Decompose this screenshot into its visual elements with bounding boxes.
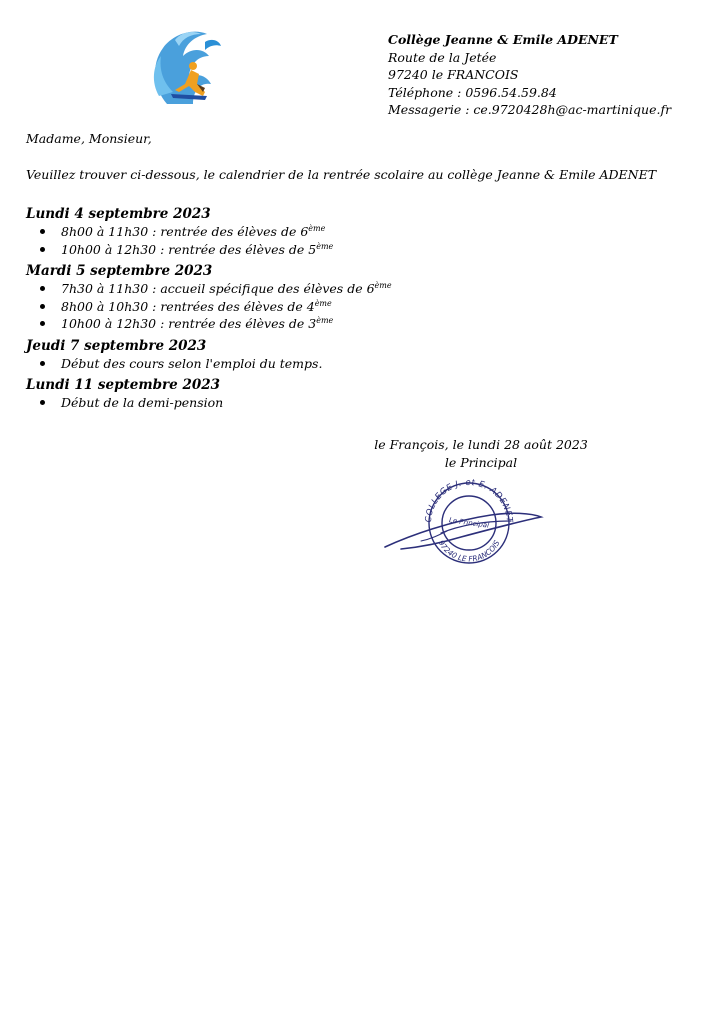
item-text: 8h00 à 10h30 : rentrées des élèves de 4 <box>61 298 315 314</box>
list-item <box>26 280 706 298</box>
svg-text:97240 LE FRANCOIS: 97240 LE FRANCOIS <box>436 538 502 564</box>
salutation: Madame, Monsieur, <box>26 131 152 146</box>
bullet-icon <box>40 361 45 366</box>
address-line-street: Route de la Jetée <box>388 49 497 65</box>
school-name: Collège Jeanne & Emile ADENET <box>388 32 618 47</box>
closing-block <box>363 436 599 471</box>
item-superscript: ème <box>316 241 334 251</box>
item-text: 10h00 à 12h30 : rentrée des élèves de 3 <box>61 316 317 331</box>
svg-text:COLLEGE J. et E. ADENET: COLLEGE J. et E. ADENET <box>423 477 515 523</box>
school-address-block <box>388 31 671 119</box>
list-item <box>26 315 706 333</box>
phone-line: Téléphone : 0596.54.59.84 <box>388 84 557 100</box>
day-heading: Mardi 5 septembre 2023 <box>26 263 213 279</box>
item-superscript: ème <box>314 298 332 308</box>
list-item <box>26 355 706 373</box>
email-line: Messagerie : ce.9720428h@ac-martinique.fr <box>388 102 672 117</box>
signatory: le Principal <box>444 454 518 470</box>
item-text: Début de la demi-pension <box>61 395 224 410</box>
schedule-day-section <box>26 205 706 258</box>
schedule-day-section <box>26 337 706 373</box>
bullet-icon <box>40 400 45 405</box>
address-line-city: 97240 le FRANCOIS <box>388 67 519 82</box>
item-superscript: ème <box>374 281 392 290</box>
item-superscript: ème <box>316 316 334 325</box>
svg-text:Le Principal: Le Principal <box>448 516 490 530</box>
day-items <box>26 223 706 258</box>
day-items <box>26 355 706 373</box>
item-text: Début des cours selon l'emploi du temps. <box>61 355 323 371</box>
schedule-day-section <box>26 376 706 412</box>
day-items <box>26 394 706 412</box>
official-stamp-icon <box>381 477 549 565</box>
list-item <box>26 394 706 412</box>
item-text: 7h30 à 11h30 : accueil spécifique des élèves de 6 <box>61 281 375 296</box>
bullet-icon <box>40 321 45 326</box>
schedule <box>26 205 706 416</box>
bullet-icon <box>40 304 45 309</box>
item-text: 10h00 à 12h30 : rentrée des élèves de 5 <box>61 241 317 257</box>
day-heading: Lundi 4 septembre 2023 <box>26 206 211 222</box>
item-text: 8h00 à 11h30 : rentrée des élèves de 6 <box>61 224 309 239</box>
place-date: le François, le lundi 28 août 2023 <box>374 437 588 452</box>
bullet-icon <box>40 247 45 252</box>
bullet-icon <box>40 229 45 234</box>
list-item <box>26 241 706 259</box>
day-heading: Jeudi 7 septembre 2023 <box>26 337 207 354</box>
list-item <box>26 298 706 316</box>
intro-paragraph: Veuillez trouver ci-dessous, le calendrier de la rentrée scolaire au collège Jeanne & Emile ADENET <box>26 167 657 182</box>
bullet-icon <box>40 286 45 291</box>
school-logo-icon <box>145 26 225 108</box>
list-item <box>26 223 706 241</box>
day-heading: Lundi 11 septembre 2023 <box>26 377 221 393</box>
day-items <box>26 280 706 333</box>
item-superscript: ème <box>308 224 326 233</box>
schedule-day-section <box>26 262 706 333</box>
